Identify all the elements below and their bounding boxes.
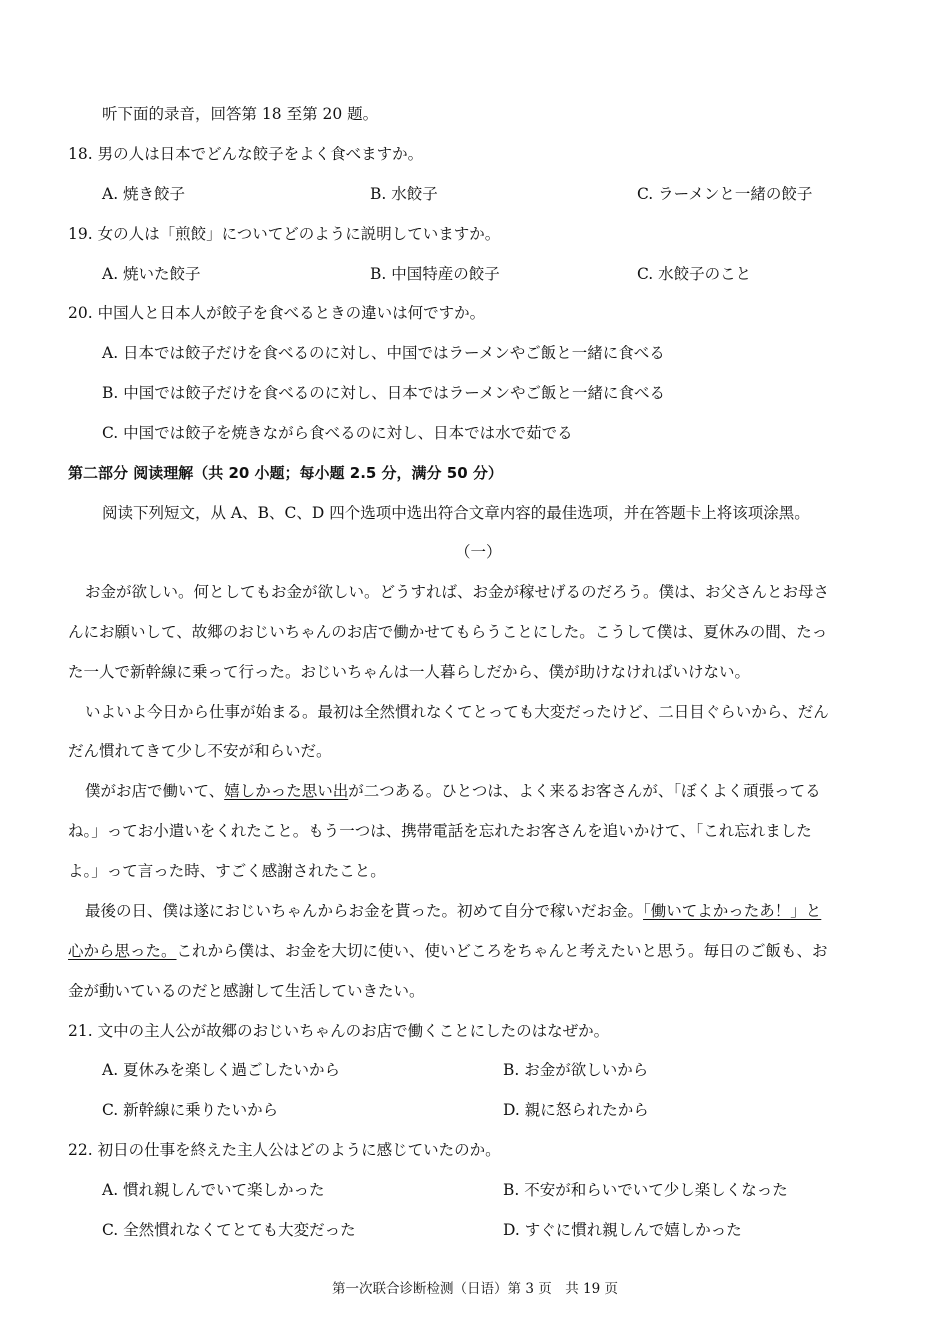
passage-line: ね。」ってお小遣いをくれたこと。もう一つは、携帯電話を忘れたお客さんを追いかけて、「これ忘れました [68, 822, 812, 840]
q21-option-d: D. 親に怒られたから [503, 1101, 649, 1119]
q19-option-a: A. 焼いた餃子 [102, 265, 201, 283]
passage-line [85, 900, 821, 922]
question-number: 19. [68, 225, 93, 243]
question-text: 男の人は日本でどんな餃子をよく食べますか。 [97, 145, 424, 163]
passage-line [68, 940, 828, 962]
passage-text: 僕がお店で働いて、 [85, 782, 225, 800]
q22-option-c: C. 全然慣れなくてとても大変だった [102, 1221, 356, 1239]
question-text: 初日の仕事を終えた主人公はどのように感じていたのか。 [97, 1141, 501, 1159]
q18-option-c: C. ラーメンと一緒の餃子 [637, 185, 813, 203]
question-18 [68, 143, 423, 165]
section-heading: 第二部分 阅读理解（共 20 小题；每小题 2.5 分，满分 50 分） [68, 464, 503, 482]
question-number: 18. [68, 145, 93, 163]
question-text: 中国人と日本人が餃子を食べるときの違いは何ですか。 [97, 304, 486, 322]
passage-line: んにお願いして、故郷のおじいちゃんのお店で働かせてもらうことにした。こうして僕は、夏休みの間、たっ [68, 623, 828, 641]
page-footer: 第一次联合诊断检测（日语）第 3 页 共 19 页 [332, 1281, 618, 1297]
q21-option-a: A. 夏休みを楽しく過ごしたいから [102, 1061, 341, 1079]
q18-option-b: B. 水餃子 [370, 185, 438, 203]
question-number: 22. [68, 1141, 93, 1159]
question-number: 20. [68, 304, 93, 322]
passage-text: が二つある。ひとつは、よく来るお客さんが、「ぼくよく頑張ってる [348, 782, 821, 800]
underlined-phrase: 「働いてよかったあ！」と [643, 902, 822, 920]
passage-line: お金が欲しい。何としてもお金が欲しい。どうすれば、お金が稼せげるのだろう。僕は、お父さんとお母さ [85, 583, 830, 601]
listening-instruction: 听下面的录音，回答第 18 至第 20 题。 [102, 105, 379, 123]
q19-option-b: B. 中国特産の餃子 [370, 265, 500, 283]
passage-line: 金が動いているのだと感謝して生活していきたい。 [68, 982, 425, 1000]
question-text: 女の人は「煎餃」についてどのように説明していますか。 [97, 225, 501, 243]
underlined-phrase: 心から思った。 [68, 942, 177, 960]
question-number: 21. [68, 1022, 93, 1040]
q22-option-d: D. すぐに慣れ親しんで嬉しかった [503, 1221, 742, 1239]
q18-option-a: A. 焼き餃子 [102, 185, 186, 203]
q22-option-b: B. 不安が和らいでいて少し楽しくなった [503, 1181, 788, 1199]
q20-option-b: B. 中国では餃子だけを食べるのに対し、日本ではラーメンやご飯と一緒に食べる [102, 384, 665, 402]
q20-option-a: A. 日本では餃子だけを食べるのに対し、中国ではラーメンやご飯と一緒に食べる [102, 344, 665, 362]
question-22 [68, 1139, 501, 1161]
question-19 [68, 223, 500, 245]
underlined-phrase: 嬉しかった思い出 [224, 782, 349, 800]
question-21 [68, 1020, 609, 1042]
q20-option-c: C. 中国では餃子を焼きながら食べるのに対し、日本では水で茹でる [102, 424, 573, 442]
q21-option-c: C. 新幹線に乗りたいから [102, 1101, 279, 1119]
passage-line: いよいよ今日から仕事が始まる。最初は全然慣れなくてとっても大変だったけど、二日目ぐらいから、だん [85, 703, 829, 721]
section-instruction: 阅读下列短文，从 A、B、C、D 四个选项中选出符合文章内容的最佳选项，并在答题卡上将该项涂黑。 [102, 504, 810, 522]
passage-text: これから僕は、お金を大切に使い、使いどころをちゃんと考えたいと思う。毎日のご飯も、お [176, 942, 828, 960]
passage-label: （一） [455, 543, 502, 561]
question-20 [68, 302, 485, 324]
question-text: 文中の主人公が故郷のおじいちゃんのお店で働くことにしたのはなぜか。 [97, 1022, 610, 1040]
q21-option-b: B. お金が欲しいから [503, 1061, 649, 1079]
q22-option-a: A. 慣れ親しんでいて楽しかった [102, 1181, 325, 1199]
passage-line: よ。」って言った時、すごく感謝されたこと。 [68, 862, 386, 880]
passage-text: 最後の日、僕は遂におじいちゃんからお金を貰った。初めて自分で稼いだお金。 [85, 902, 644, 920]
passage-line [85, 780, 821, 802]
passage-line: だん慣れてきて少し不安が和らいだ。 [68, 742, 332, 760]
q19-option-c: C. 水餃子のこと [637, 265, 752, 283]
passage-line: た一人で新幹線に乗って行った。おじいちゃんは一人暮らしだから、僕が助けなければいけない。 [68, 663, 751, 681]
